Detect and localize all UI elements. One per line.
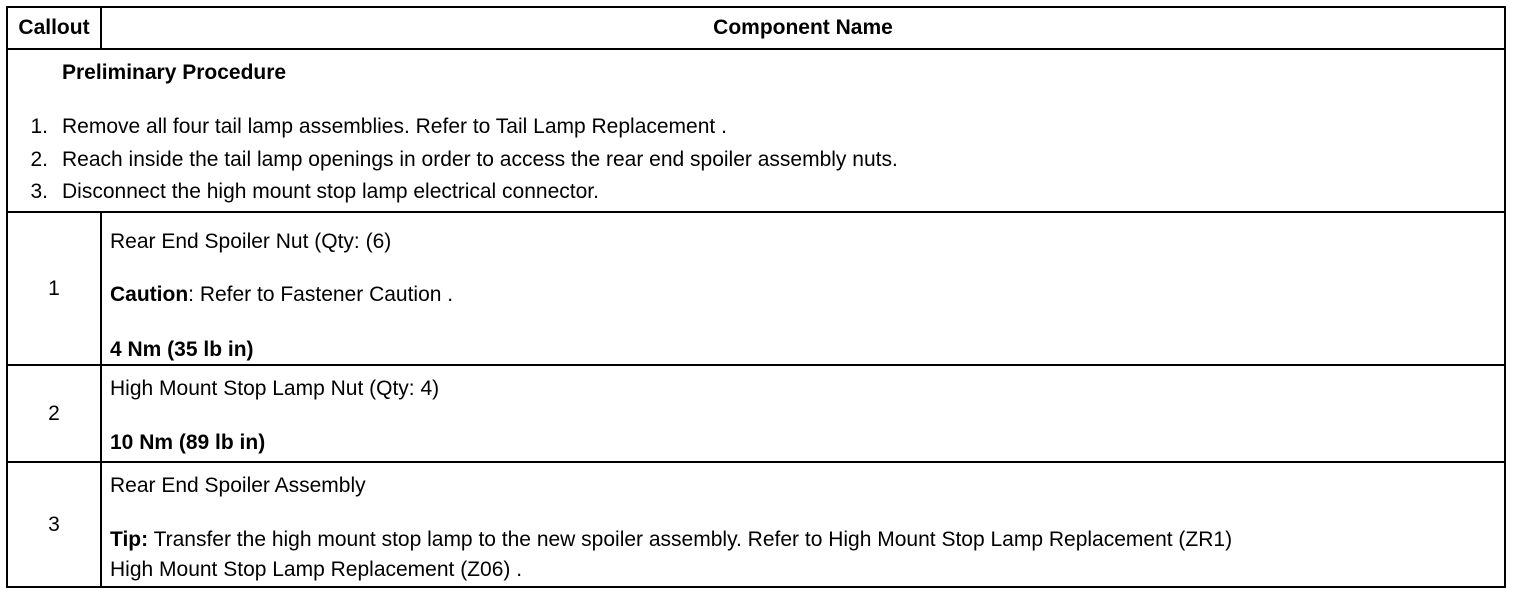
caution-line <box>110 282 453 308</box>
caution-text: : Refer to Fastener Caution . <box>188 283 454 306</box>
preliminary-procedure-section <box>8 50 1504 213</box>
step-text: Reach inside the tail lamp openings in order to access the rear end spoiler assembly nuts. <box>62 148 898 171</box>
component-name: Rear End Spoiler Assembly <box>110 474 366 497</box>
step-text: Remove all four tail lamp assemblies. Refer to Tail Lamp Replacement . <box>62 115 727 138</box>
torque-spec: 4 Nm (35 lb in) <box>110 338 254 361</box>
component-cell <box>102 213 1504 364</box>
table-header-row <box>8 8 1504 50</box>
tip-text: Transfer the high mount stop lamp to the new spoiler assembly. Refer to High Mount Stop Lamp Replacement (ZR1) <box>148 528 1233 551</box>
component-cell <box>102 463 1504 586</box>
table-row <box>8 213 1504 366</box>
step-number: 2. <box>30 148 48 171</box>
callout-number: 1 <box>8 213 102 364</box>
step-text: Disconnect the high mount stop lamp electrical connector. <box>62 180 599 203</box>
component-cell <box>102 366 1504 461</box>
preliminary-procedure-title: Preliminary Procedure <box>62 61 287 84</box>
tip-label: Tip: <box>110 528 149 551</box>
component-name: High Mount Stop Lamp Nut (Qty: 4) <box>110 377 440 400</box>
table-row <box>8 366 1504 463</box>
components-table <box>6 6 1506 588</box>
callout-number: 2 <box>8 366 102 461</box>
table-row <box>8 463 1504 586</box>
tip-line <box>110 527 1232 553</box>
torque-spec: 10 Nm (89 lb in) <box>110 431 266 454</box>
step-number: 3. <box>30 180 48 203</box>
callout-number: 3 <box>8 463 102 586</box>
caution-label: Caution <box>110 283 189 306</box>
component-name: Rear End Spoiler Nut (Qty: (6) <box>110 230 392 253</box>
tip-text-continued: High Mount Stop Lamp Replacement (Z06) . <box>110 558 523 581</box>
component-name-column-header: Component Name <box>713 16 893 39</box>
step-number: 1. <box>30 115 48 138</box>
callout-column-header: Callout <box>8 8 102 48</box>
